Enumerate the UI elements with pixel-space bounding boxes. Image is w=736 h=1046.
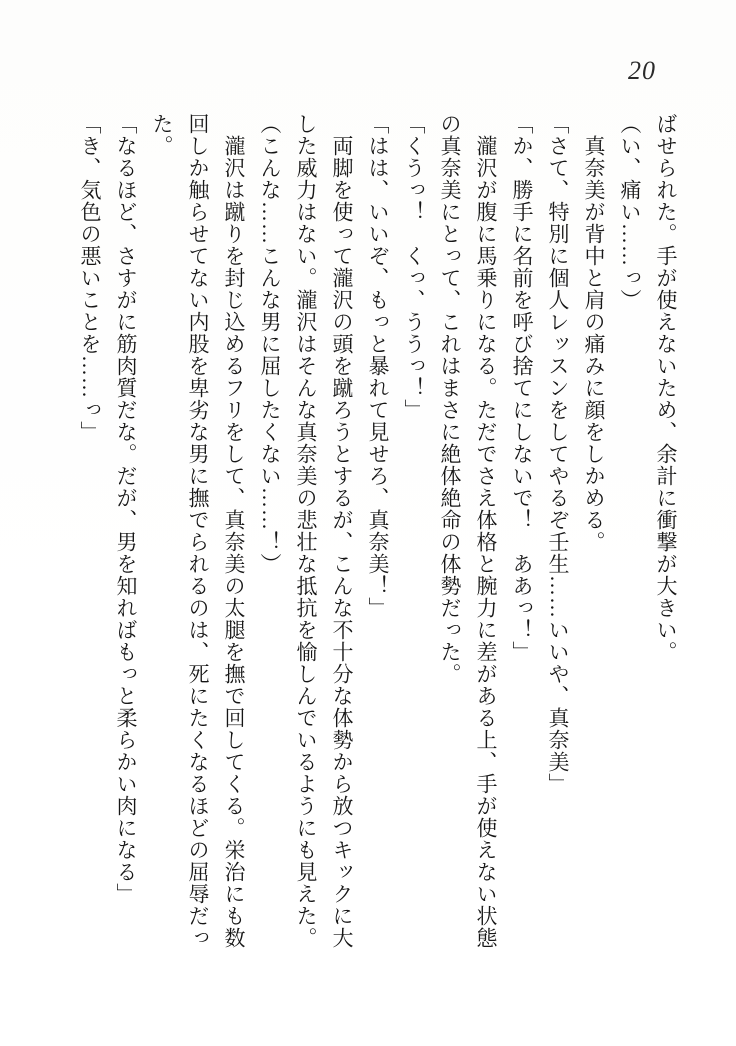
paragraph: 「さて、特別に個人レッスンをしてやるぞ壬生……いいや、真奈美」 [546,113,570,795]
paragraph: （こんな……こんな男に屈したくない……！） [258,113,282,575]
paragraph: 両脚を使って瀧沢の頭を蹴ろうとするが、こんな不十分な体勢から放つキックに大した威力はない。瀧沢はそんな真奈美の悲壮な抵抗を愉しんでいるようにも見えた。 [294,113,354,949]
paragraph: 「き、気色の悪いことを……っ」 [78,113,102,443]
page-number: 20 [628,56,656,85]
paragraph: 「はは、いいぞ、もっと暴れて見せろ、真奈美！」 [366,113,390,619]
paragraph: 「くうっ！ くっ、ううっ！」 [402,113,426,421]
paragraph: 瀧沢が腹に馬乗りになる。ただでさえ体格と腕力に差がある上、手が使えない状態の真奈美にとって、これはまさに絶体絶命の体勢だった。 [438,113,498,949]
paragraph: 瀧沢は蹴りを封じ込めるフリをして、真奈美の太腿を撫で回してくる。栄治にも数回しか触らせてない内股を卑劣な男に撫でられるのは、死にたくなるほどの屈辱だった。 [150,113,246,949]
paragraph: （い、痛い……っ） [618,113,642,311]
paragraph: 「か、勝手に名前を呼び捨てにしないで！ ああっ！」 [510,113,534,663]
paragraph: 「なるほど、さすがに筋肉質だな。だが、男を知ればもっと柔らかい肉になる」 [114,113,138,905]
paragraph: ばせられた。手が使えないため、余計に衝撃が大きい。 [654,113,678,663]
paragraph: 真奈美が背中と肩の痛みに顔をしかめる。 [582,135,606,553]
text-block [72,113,684,949]
